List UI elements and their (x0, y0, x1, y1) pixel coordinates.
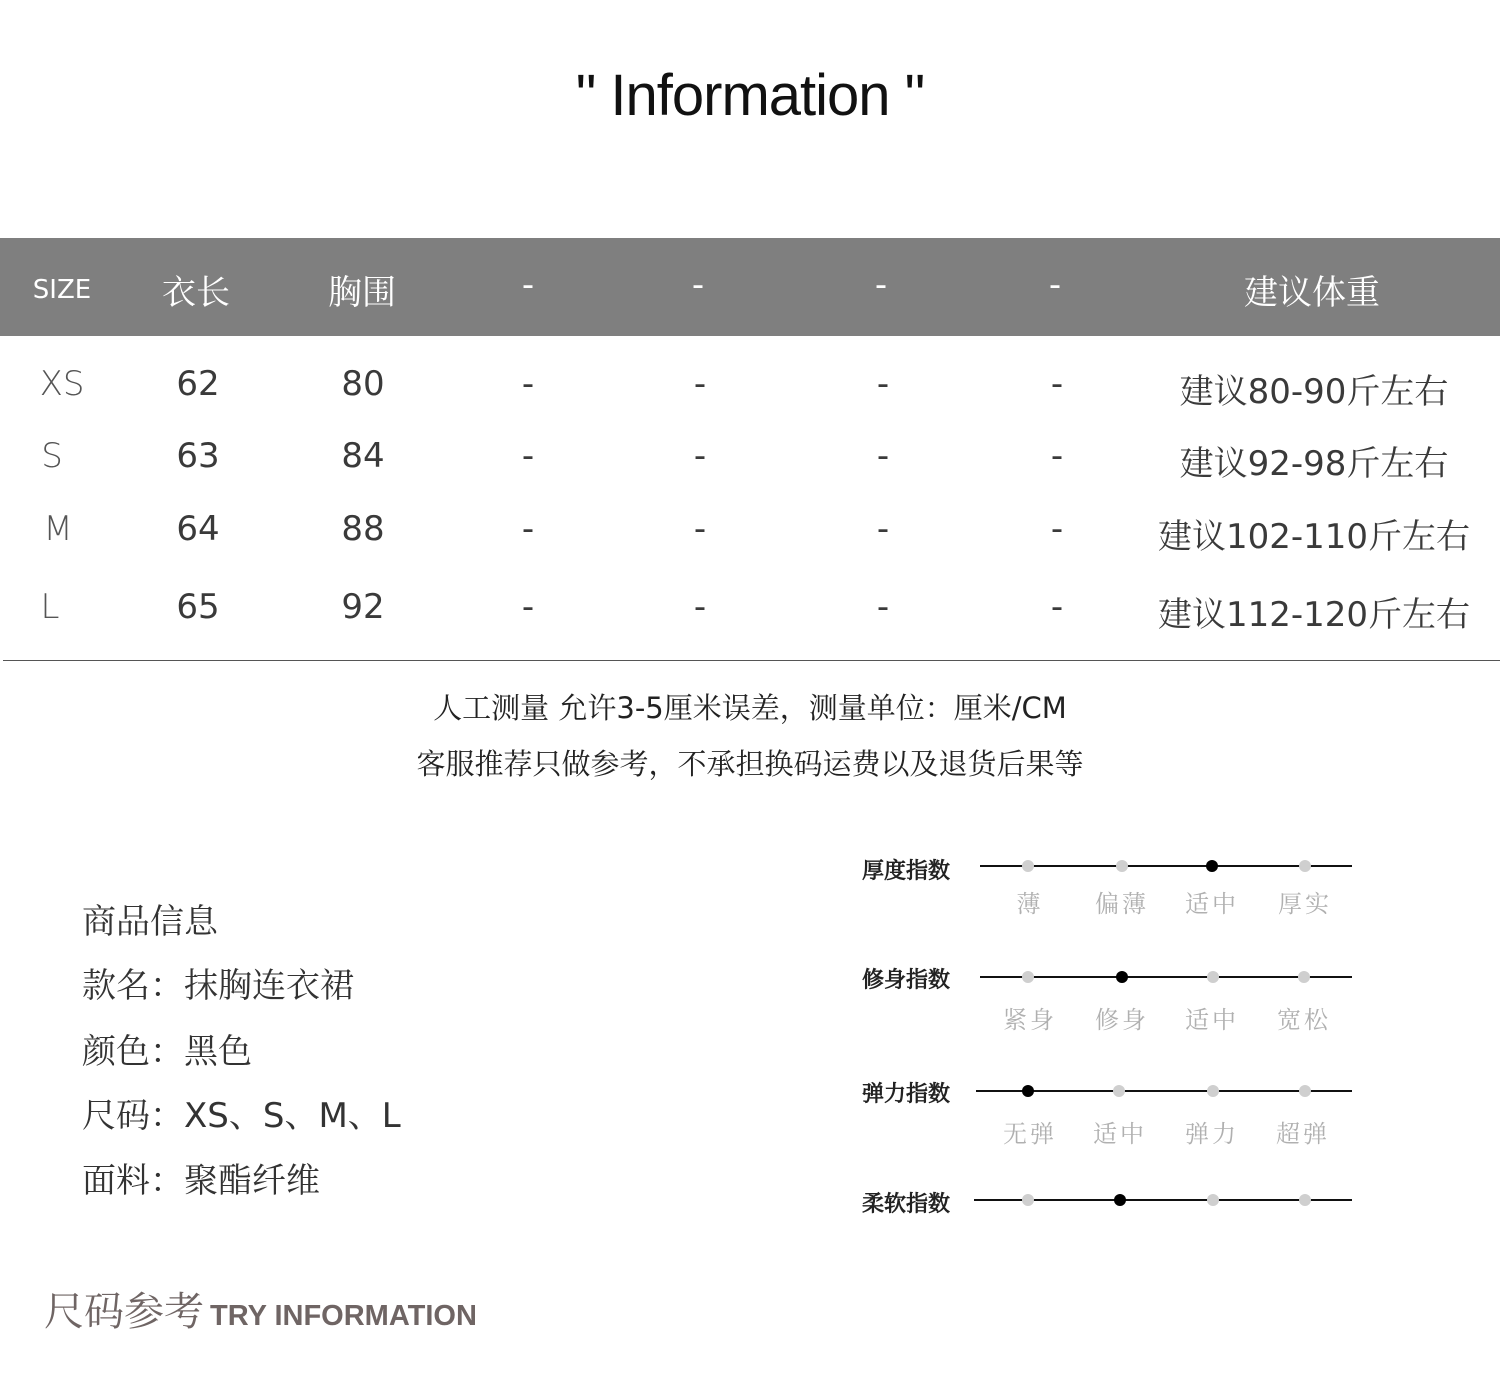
softness-option-dot (1207, 1194, 1219, 1206)
thickness-option-dot (1299, 860, 1311, 872)
cell-bust: 84 (341, 436, 385, 476)
table-row (0, 364, 1500, 424)
cell-size: M (43, 509, 73, 549)
table-bottom-divider (3, 660, 1500, 661)
softness-option-dot (1299, 1194, 1311, 1206)
elasticity-option-dot (1022, 1085, 1034, 1097)
fit-option-regular: 适中 (1185, 1006, 1239, 1034)
size-table-header (0, 238, 1500, 336)
cell-empty: - (521, 587, 535, 627)
cell-empty: - (876, 364, 890, 404)
cell-empty: - (521, 436, 535, 476)
softness-option-dot (1022, 1194, 1034, 1206)
thickness-option-dot (1116, 860, 1128, 872)
table-row (0, 436, 1500, 496)
fit-index-track (980, 976, 1352, 978)
cell-weight: 建议92-98斤左右 (1179, 444, 1449, 484)
header-empty-1: - (521, 265, 535, 305)
cell-length: 63 (176, 436, 220, 476)
fit-option-loose: 宽松 (1277, 1006, 1331, 1034)
cell-size: S (41, 436, 63, 476)
cell-bust: 92 (341, 587, 385, 627)
elasticity-option-dot (1299, 1085, 1311, 1097)
fit-option-dot (1022, 971, 1034, 983)
header-empty-2: - (691, 265, 705, 305)
thickness-option-medium: 适中 (1185, 890, 1239, 918)
measurement-note: 人工测量 允许3-5厘米误差，测量单位：厘米/CM (433, 691, 1067, 725)
cell-empty: - (693, 364, 707, 404)
product-info-color: 颜色：黑色 (82, 1032, 252, 1072)
thickness-option-thick: 厚实 (1278, 890, 1332, 918)
elasticity-option-dot (1207, 1085, 1219, 1097)
product-info-heading: 商品信息 (82, 902, 218, 942)
thickness-option-dot (1206, 860, 1218, 872)
fit-option-dot (1116, 971, 1128, 983)
elasticity-option-super: 超弹 (1276, 1120, 1330, 1148)
cell-size: L (40, 587, 60, 627)
softness-index-label: 柔软指数 (862, 1192, 951, 1217)
fit-option-dot (1207, 971, 1219, 983)
thickness-option-dot (1022, 860, 1034, 872)
header-length: 衣长 (162, 273, 230, 313)
product-info-style: 款名：抹胸连衣裙 (82, 966, 354, 1006)
cell-empty: - (521, 509, 535, 549)
header-bust: 胸围 (328, 273, 396, 313)
size-reference-title-en: TRY INFORMATION (210, 1300, 477, 1332)
cell-empty: - (876, 587, 890, 627)
fit-option-tight: 紧身 (1003, 1006, 1057, 1034)
elasticity-option-dot (1113, 1085, 1125, 1097)
fit-option-dot (1298, 971, 1310, 983)
cell-empty: - (521, 364, 535, 404)
cell-length: 64 (176, 509, 220, 549)
cell-empty: - (1050, 436, 1064, 476)
thickness-option-slightly-thin: 偏薄 (1095, 890, 1149, 918)
cell-empty: - (1050, 364, 1064, 404)
thickness-index-track (980, 865, 1352, 867)
service-note: 客服推荐只做参考，不承担换码运费以及退货后果等 (416, 747, 1084, 781)
cell-bust: 80 (341, 364, 385, 404)
cell-weight: 建议80-90斤左右 (1179, 372, 1449, 412)
cell-weight: 建议102-110斤左右 (1157, 517, 1471, 557)
elasticity-index-label: 弹力指数 (862, 1082, 951, 1107)
softness-option-dot (1114, 1194, 1126, 1206)
cell-length: 65 (176, 587, 220, 627)
cell-empty: - (1050, 587, 1064, 627)
header-size: SIZE (32, 275, 92, 305)
cell-size: XS (39, 364, 85, 404)
page-title: " Information " (575, 63, 925, 128)
size-reference-title (44, 1280, 477, 1337)
header-empty-4: - (1048, 265, 1062, 305)
cell-empty: - (876, 509, 890, 549)
table-row (0, 509, 1500, 569)
fit-index-label: 修身指数 (862, 968, 951, 993)
cell-length: 62 (176, 364, 220, 404)
thickness-index-label: 厚度指数 (862, 859, 951, 884)
cell-empty: - (1050, 509, 1064, 549)
cell-empty: - (693, 436, 707, 476)
elasticity-option-none: 无弹 (1003, 1120, 1057, 1148)
cell-weight: 建议112-120斤左右 (1157, 595, 1471, 635)
fit-option-slim: 修身 (1095, 1006, 1149, 1034)
elasticity-option-medium: 适中 (1093, 1120, 1147, 1148)
header-weight: 建议体重 (1244, 273, 1380, 313)
thickness-option-thin: 薄 (1016, 890, 1044, 918)
cell-bust: 88 (341, 509, 385, 549)
size-reference-title-cn: 尺码参考 (44, 1289, 204, 1335)
cell-empty: - (876, 436, 890, 476)
elasticity-option-stretchy: 弹力 (1185, 1120, 1239, 1148)
cell-empty: - (693, 509, 707, 549)
product-info-sizes: 尺码：XS、S、M、L (82, 1096, 401, 1136)
header-empty-3: - (874, 265, 888, 305)
table-row (0, 587, 1500, 647)
cell-empty: - (693, 587, 707, 627)
product-info-fabric: 面料：聚酯纤维 (82, 1161, 320, 1201)
